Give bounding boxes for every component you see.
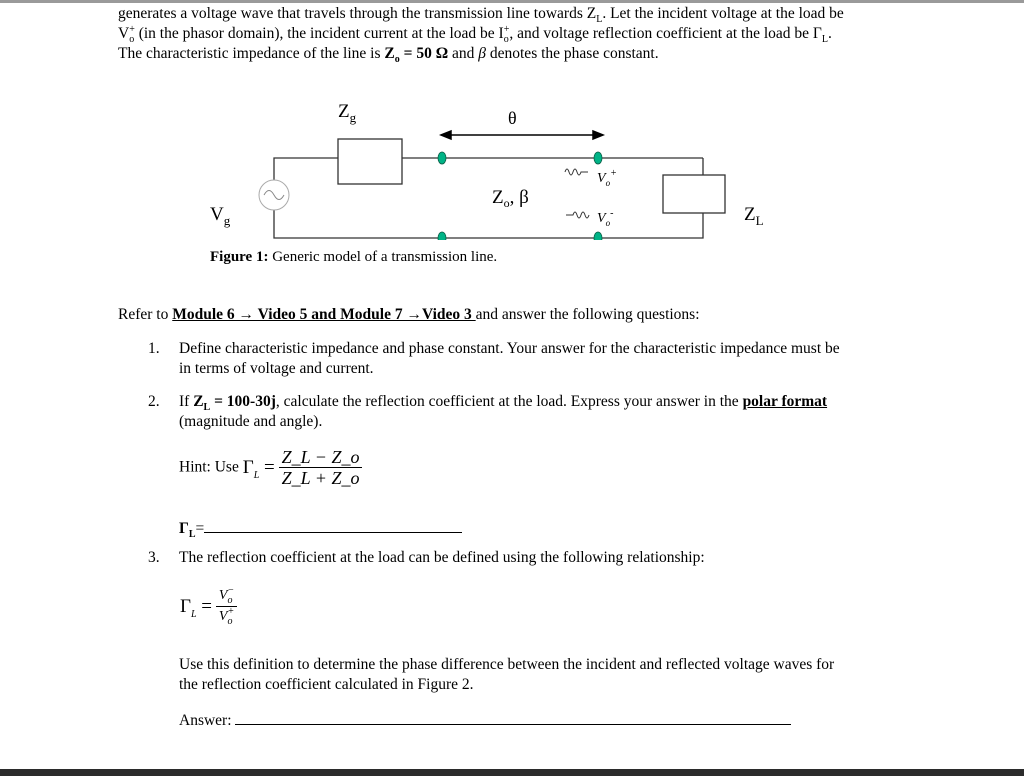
- q2-hint: Hint: Use $\Gamma_L$ = $\frac{Z\_L - Z\_o}{Z\_L + Z\_o}$: [179, 447, 362, 488]
- q1-line-1: Define characteristic impedance and phase constant. Your answer for the characteristic impedance must be: [179, 340, 840, 357]
- zl-load-box: [663, 175, 725, 213]
- svg-text:ZL: $Z_L$: [744, 204, 764, 228]
- zg-impedance-box: [338, 139, 402, 184]
- q3-number: 3.: [148, 549, 160, 566]
- svg-text:Vo+: $V_o^+$: [597, 168, 617, 188]
- node-dot: [594, 232, 602, 240]
- theta-arrow: [441, 131, 603, 139]
- q1-number: 1.: [148, 340, 160, 357]
- node-dot: [438, 152, 446, 164]
- q2-number: 2.: [148, 393, 160, 410]
- q3-answer-line: Answer:: [179, 710, 791, 730]
- q2-answer-blank[interactable]: [204, 518, 462, 533]
- module-link[interactable]: Module 6 → Video 5 and Module 7 →Video 3: [172, 306, 476, 323]
- node-dot: [594, 152, 602, 164]
- svg-text:Zg: $Z_g$: [338, 101, 357, 125]
- svg-text:Vo-: $V_o^-$: [597, 208, 614, 228]
- refer-line: Refer to Module 6 → Video 5 and Module 7 →Video 3 and answer the following questions:: [118, 306, 700, 323]
- q1-line-2: in terms of voltage and current.: [179, 360, 374, 377]
- svg-text:θ: θ: [508, 108, 517, 128]
- q2-line-1: If $Z_L = 100-30j$, calculate the reflection coefficient at the load. Express your answer in the polar format: [179, 393, 828, 414]
- q2-answer-line: $\Gamma_L=$: [179, 518, 462, 538]
- q3-line-3: the reflection coefficient calculated in Figure 2.: [179, 676, 474, 693]
- wire-top-left: [274, 158, 338, 180]
- transmission-line-figure: [0, 0, 1024, 240]
- q3-answer-blank[interactable]: [235, 710, 791, 725]
- intro-line-2: $V_o^+$ (in the phasor domain), the incident current at the load be $I_o^+$, and voltage reflection coefficient at the load be $\Gamma_L$.: [118, 23, 832, 46]
- q3-formula: $\Gamma_L$ = $\frac{V_o^-}{V_o^+}$: [180, 586, 237, 627]
- q2-line-2: (magnitude and angle).: [179, 413, 323, 430]
- intro-line-3: The characteristic impedance of the line is $Z_o = 50$ Ω and β denotes the phase constant.: [118, 45, 659, 66]
- q3-line-2: Use this definition to determine the phase difference between the incident and reflected voltage waves for: [179, 656, 835, 673]
- q3-line-1: The reflection coefficient at the load can be defined using the following relationship:: [179, 549, 705, 566]
- node-dot: [438, 232, 446, 240]
- reflected-wave-icon: [566, 212, 589, 218]
- incident-wave-icon: [565, 169, 588, 175]
- svg-text:Vg: $V_g$: [210, 204, 231, 228]
- viewer-bottom-bar: [0, 769, 1024, 776]
- figure-caption: Figure 1: Generic model of a transmission line.: [210, 249, 498, 265]
- svg-text:Zo, β: $Z_o$, β: [492, 187, 529, 210]
- intro-line-1: generates a voltage wave that travels through the transmission line towards $Z_L$. Let the incident voltage at the load be: [118, 5, 844, 26]
